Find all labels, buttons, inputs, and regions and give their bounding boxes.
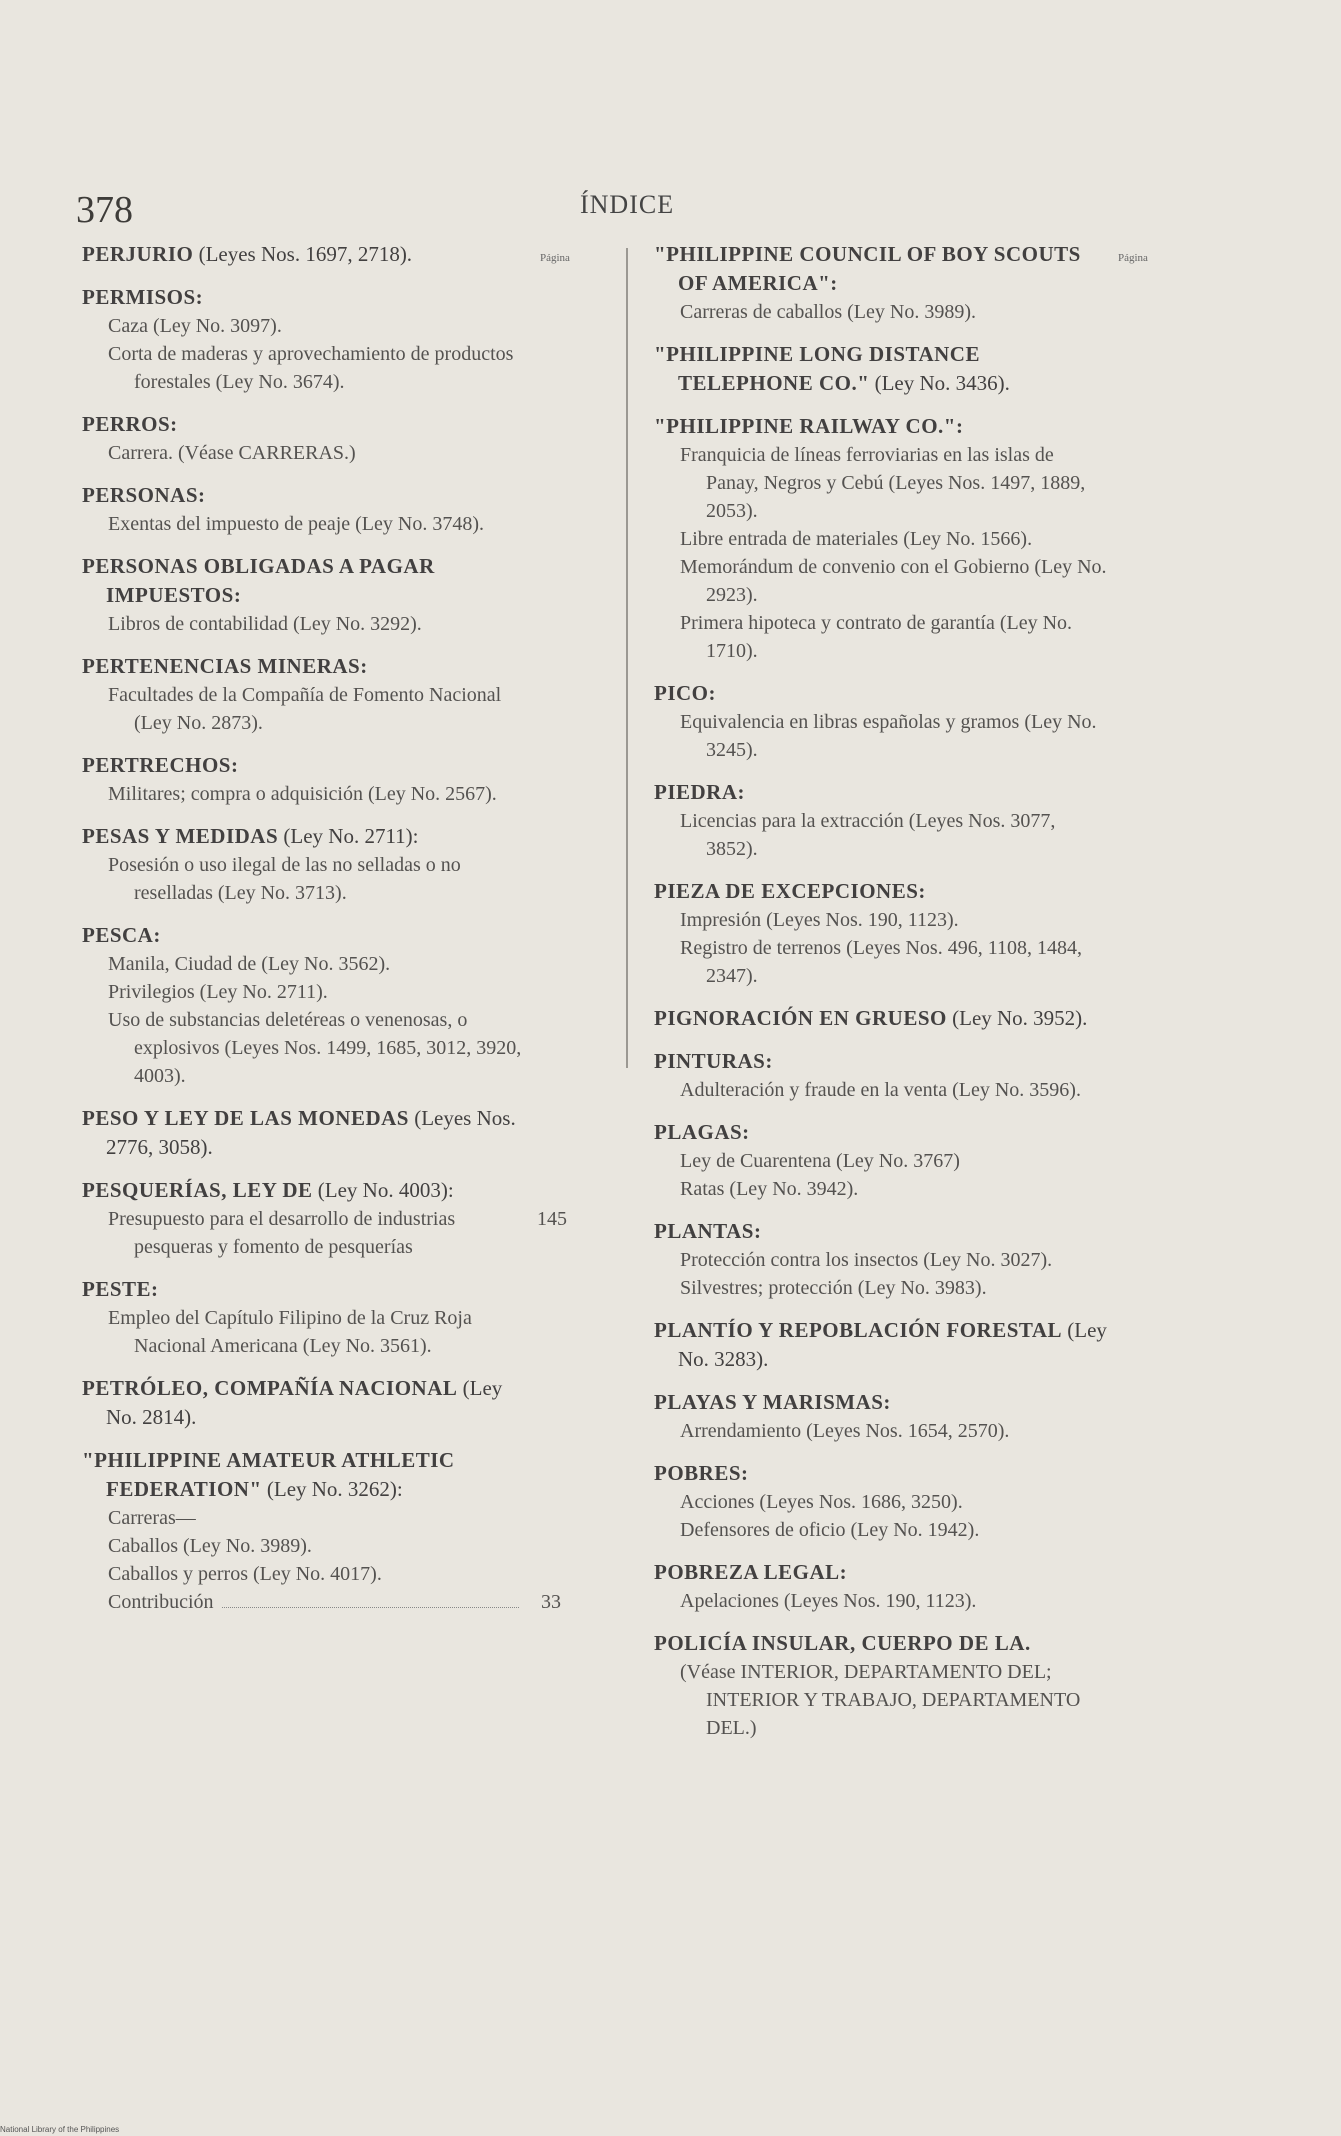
- entry-subitem: Caza (Ley No. 3097).: [108, 315, 282, 337]
- index-entry: [654, 1217, 1109, 1302]
- entry-heading: [654, 412, 1109, 441]
- entry-subitem: (Véase INTERIOR, DEPARTAMENTO DEL; INTERIOR Y TRABAJO, DEPARTAMENTO DEL.): [680, 1661, 1081, 1739]
- entry-subitem: Apelaciones (Leyes Nos. 190, 1123).: [680, 1590, 977, 1612]
- entry-heading-ref: (Ley No. 2814).: [106, 1376, 503, 1429]
- entry-heading-term: PERSONAS:: [82, 483, 206, 507]
- index-entry: [654, 877, 1109, 990]
- entry-heading-term: POBRES:: [654, 1461, 749, 1485]
- entry-subitem: [82, 1205, 567, 1261]
- index-entry: [82, 552, 527, 638]
- entry-heading: [82, 1374, 527, 1432]
- entry-heading: [82, 552, 527, 610]
- entry-subitem: Ley de Cuarentena (Ley No. 3767): [680, 1150, 960, 1172]
- entry-heading-term: PIEZA DE EXCEPCIONES:: [654, 879, 926, 903]
- entry-heading: [82, 1446, 527, 1504]
- index-entry: [82, 240, 527, 269]
- entry-heading-term: PERROS:: [82, 412, 178, 436]
- entry-heading-term: "PHILIPPINE AMATEUR ATHLETIC FEDERATION": [82, 1448, 455, 1501]
- pagina-label-right: Página: [1118, 252, 1148, 264]
- entry-subitem: Corta de maderas y aprovechamiento de productos forestales (Ley No. 3674).: [108, 343, 514, 393]
- index-entry: [654, 1629, 1109, 1742]
- entry-heading-term: PETRÓLEO, COMPAÑÍA NACIONAL: [82, 1376, 458, 1400]
- entry-heading: [654, 1047, 1109, 1076]
- entry-subitem: Registro de terrenos (Leyes Nos. 496, 1108, 1484, 2347).: [680, 937, 1082, 987]
- index-entry: [82, 751, 527, 808]
- index-entry: [82, 652, 527, 737]
- entry-subitem: Caballos (Ley No. 3989).: [108, 1535, 312, 1557]
- entry-heading-term: PESAS Y MEDIDAS: [82, 824, 279, 848]
- entry-subitem: Posesión o uso ilegal de las no selladas o no reselladas (Ley No. 3713).: [108, 854, 461, 904]
- entry-heading-ref: (Ley No. 3262):: [261, 1477, 403, 1501]
- entry-heading-term: "PHILIPPINE COUNCIL OF BOY SCOUTS OF AMERICA":: [654, 242, 1081, 295]
- footer-credit: National Library of the Philippines: [0, 2125, 120, 2134]
- entry-heading-term: PICO:: [654, 681, 716, 705]
- entry-heading: [82, 1275, 527, 1304]
- index-entry: [654, 1388, 1109, 1445]
- entry-heading: [654, 1118, 1109, 1147]
- entry-subitem: Adulteración y fraude en la venta (Ley No. 3596).: [680, 1079, 1081, 1101]
- entry-heading-term: PERTENENCIAS MINERAS:: [82, 654, 368, 678]
- entry-heading: [82, 751, 527, 780]
- entry-subitem: Privilegios (Ley No. 2711).: [108, 981, 328, 1003]
- entry-heading: [654, 1316, 1109, 1374]
- entry-subitem: Carreras—: [108, 1507, 196, 1529]
- entry-subitem: Memorándum de convenio con el Gobierno (Ley No. 2923).: [680, 556, 1107, 606]
- index-entry: [82, 283, 527, 396]
- entry-heading-term: "PHILIPPINE LONG DISTANCE TELEPHONE CO.": [654, 342, 980, 395]
- entry-subitem: Exentas del impuesto de peaje (Ley No. 3748).: [108, 513, 484, 535]
- index-entry: [82, 481, 527, 538]
- index-entry: [654, 412, 1109, 665]
- entry-subitem: Protección contra los insectos (Ley No. 3027).: [680, 1249, 1053, 1271]
- entry-heading-term: POLICÍA INSULAR, CUERPO DE LA.: [654, 1631, 1031, 1655]
- entry-heading: [654, 1459, 1109, 1488]
- entry-subitem: Contribución 33: [82, 1588, 527, 1616]
- index-entry: [82, 1446, 561, 1616]
- entry-subitem: Militares; compra o adquisición (Ley No. 2567).: [108, 783, 497, 805]
- entry-subitem: Acciones (Leyes Nos. 1686, 3250).: [680, 1491, 963, 1513]
- entry-subitem: Libre entrada de materiales (Ley No. 1566).: [680, 528, 1033, 550]
- entry-heading-ref: (Ley No. 2711):: [278, 824, 419, 848]
- entry-heading: [82, 1176, 527, 1205]
- entry-heading: [654, 1004, 1109, 1033]
- entry-heading-term: "PHILIPPINE RAILWAY CO.":: [654, 414, 964, 438]
- entry-heading-ref: (Ley No. 3952).: [946, 1006, 1088, 1030]
- page-reference: 145: [537, 1208, 567, 1230]
- entry-heading-term: PLANTÍO Y REPOBLACIÓN FORESTAL: [654, 1318, 1063, 1342]
- entry-heading: [654, 1388, 1109, 1417]
- entry-heading-term: POBREZA LEGAL:: [654, 1560, 848, 1584]
- entry-heading-ref: (Leyes Nos. 1697, 2718).: [193, 242, 413, 266]
- entry-subitem: Uso de substancias deletéreas o venenosas, o explosivos (Leyes Nos. 1499, 1685, 3012, 3920, 4003).: [108, 1009, 522, 1087]
- entry-heading-term: PINTURAS:: [654, 1049, 773, 1073]
- entry-heading: [82, 652, 527, 681]
- entry-heading-term: PERTRECHOS:: [82, 753, 239, 777]
- entry-subitem: Primera hipoteca y contrato de garantía (Ley No. 1710).: [680, 612, 1073, 662]
- entry-subitem: Impresión (Leyes Nos. 190, 1123).: [680, 909, 959, 931]
- entry-heading-term: PESQUERÍAS, LEY DE: [82, 1178, 313, 1202]
- index-entry: [82, 1374, 527, 1432]
- entry-heading: [654, 340, 1109, 398]
- entry-subitem: Licencias para la extracción (Leyes Nos. 3077, 3852).: [680, 810, 1056, 860]
- entry-heading: [82, 481, 527, 510]
- entry-heading-term: PESCA:: [82, 923, 161, 947]
- entry-heading: [654, 1629, 1109, 1658]
- entry-heading: [654, 679, 1109, 708]
- page-number: 378: [76, 189, 133, 231]
- entry-subitem: Equivalencia en libras españolas y gramos (Ley No. 3245).: [680, 711, 1097, 761]
- index-entry: [82, 1104, 527, 1162]
- index-entry: [82, 1176, 567, 1261]
- entry-heading-term: PIGNORACIÓN EN GRUESO: [654, 1006, 947, 1030]
- entry-subitem: Caballos y perros (Ley No. 4017).: [108, 1563, 382, 1585]
- entry-heading-ref: (Ley No. 4003):: [312, 1178, 454, 1202]
- entry-heading: [82, 921, 527, 950]
- page-header: ÍNDICE: [580, 190, 675, 219]
- entry-subitem: Arrendamiento (Leyes Nos. 1654, 2570).: [680, 1420, 1010, 1442]
- entry-heading-term: PERJURIO: [82, 242, 194, 266]
- entry-heading: [654, 1217, 1109, 1246]
- entry-heading: [82, 410, 527, 439]
- index-entry: [654, 1004, 1109, 1033]
- entry-heading: [654, 1558, 1109, 1587]
- entry-heading-term: PLAYAS Y MARISMAS:: [654, 1390, 891, 1414]
- index-entry: [654, 1316, 1109, 1374]
- entry-subitem-text: Contribución: [108, 1591, 214, 1613]
- index-entry: [654, 240, 1109, 326]
- index-entry: [654, 1047, 1109, 1104]
- entry-heading: [654, 877, 1109, 906]
- entry-heading-term: PLAGAS:: [654, 1120, 750, 1144]
- entry-subitem: Facultades de la Compañía de Fomento Nacional (Ley No. 2873).: [108, 684, 502, 734]
- entry-subitem: Franquicia de líneas ferroviarias en las islas de Panay, Negros y Cebú (Leyes Nos. 1497, 1889, 2053).: [680, 444, 1086, 522]
- index-entry: [654, 1118, 1109, 1203]
- index-entry: [654, 679, 1109, 764]
- entry-subitem: Empleo del Capítulo Filipino de la Cruz Roja Nacional Americana (Ley No. 3561).: [108, 1307, 472, 1357]
- index-entry: [82, 921, 527, 1090]
- entry-heading-ref: (Ley No. 3436).: [869, 371, 1010, 395]
- entry-subitem: Silvestres; protección (Ley No. 3983).: [680, 1277, 987, 1299]
- entry-heading: [654, 778, 1109, 807]
- column-divider: [626, 248, 628, 1068]
- entry-subitem: Carreras de caballos (Ley No. 3989).: [680, 301, 976, 323]
- index-entry: [82, 822, 527, 907]
- right-column: [654, 240, 1109, 1756]
- entry-heading-term: PERMISOS:: [82, 285, 204, 309]
- entry-heading-term: PERSONAS OBLIGADAS A PAGAR IMPUESTOS:: [82, 554, 435, 607]
- entry-heading-term: PIEDRA:: [654, 780, 745, 804]
- entry-heading: [654, 240, 1109, 298]
- pagina-label-left: Página: [540, 252, 570, 264]
- entry-subitem: Carrera. (Véase CARRERAS.): [108, 442, 356, 464]
- entry-heading: [82, 822, 527, 851]
- entry-heading-term: PLANTAS:: [654, 1219, 762, 1243]
- entry-heading-term: PESTE:: [82, 1277, 159, 1301]
- entry-heading: [82, 1104, 527, 1162]
- dot-leader: [222, 1607, 519, 1608]
- entry-subitem: Libros de contabilidad (Ley No. 3292).: [108, 613, 422, 635]
- entry-subitem: Defensores de oficio (Ley No. 1942).: [680, 1519, 980, 1541]
- entry-subitem-text: Presupuesto para el desarrollo de industrias pesqueras y fomento de pesquerías: [108, 1208, 456, 1258]
- entry-heading-term: PESO Y LEY DE LAS MONEDAS: [82, 1106, 409, 1130]
- entry-subitem: Manila, Ciudad de (Ley No. 3562).: [108, 953, 391, 975]
- index-entry: [654, 340, 1109, 398]
- index-entry: [654, 778, 1109, 863]
- entry-heading-ref: (Ley No. 3283).: [678, 1318, 1107, 1371]
- entry-subitem: Ratas (Ley No. 3942).: [680, 1178, 859, 1200]
- index-entry: [654, 1459, 1109, 1544]
- entry-heading: [82, 283, 527, 312]
- index-entry: [82, 1275, 527, 1360]
- entry-heading-ref: (Leyes Nos. 2776, 3058).: [106, 1106, 516, 1159]
- entry-heading: [82, 240, 527, 269]
- index-entry: [82, 410, 527, 467]
- index-entry: [654, 1558, 1109, 1615]
